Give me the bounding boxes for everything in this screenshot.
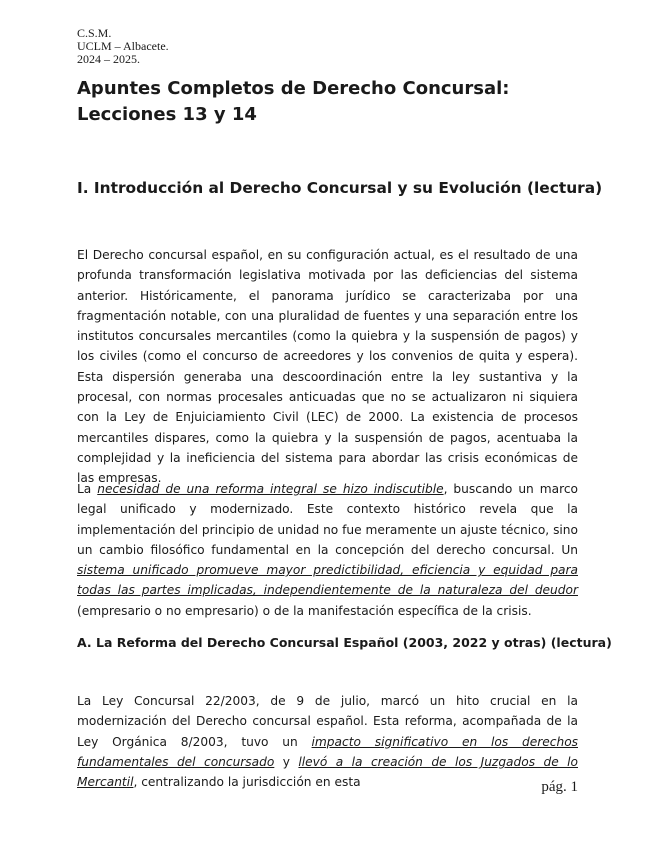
text-run: La Ley Concursal 22/2003, de 9 de julio, marcó un hito crucial en la modernización del Derecho concursal español. Esta reforma, acompañada de la Ley Orgánica 8/2003, tuvo un [77,694,578,749]
underlined-emphasis: impacto significativo en los derechos fundamentales del concursado [77,734,578,769]
header-academic-year: 2024 – 2025. [77,52,140,66]
underlined-emphasis: necesidad de una reforma integral se hizo indiscutible [97,482,444,496]
subsection-heading-reform: A. La Reforma del Derecho Concursal Español (2003, 2022 y otras) (lectura) [77,635,612,650]
underlined-emphasis: sistema unificado promueve mayor predictibilidad, eficiencia y equidad para todas las partes implicadas, independientemente de la naturaleza del deudor [77,563,578,598]
section-heading-introduction: I. Introducción al Derecho Concursal y su Evolución (lectura) [77,179,603,197]
header-institution: UCLM – Albacete. [77,39,169,53]
text-run: La [77,482,98,496]
document-title: Apuntes Completos de Derecho Concursal: Lecciones 13 y 14 [77,78,510,125]
page-number: pág. 1 [541,779,578,795]
text-run: (empresario o no empresario) o de la manifestación específica de la crisis. [77,603,532,618]
paragraph-reform-need [77,479,578,621]
text-run: , centralizando la jurisdicción en esta [133,775,361,790]
paragraph-introduction: El Derecho concursal español, en su configuración actual, es el resultado de una profunda transformación legislativa motivada por las deficiencias del sistema anterior. Históricamente, el panorama jurídico se caracterizaba por una fragmentación notable, con una pluralidad de fuentes y una separación entre los institutos concursales mercantiles (como la quiebra y la suspensión de pagos) y los civiles (como el concurso de acreedores y los convenios de quita y espera). Esta dispersión generaba una descoordinación entre la ley sustantiva y la procesal, con normas procesales anticuadas que no se actualizaron ni siquiera con la Ley de Enjuiciamiento Civil (LEC) de 2000. La existencia de procesos mercantiles dispares, como la quiebra y la suspensión de pagos, acentuaba la complejidad y la ineficiencia del sistema para abordar las crisis económicas de las empresas. [77,248,578,486]
document-header [77,27,169,66]
header-initials: C.S.M. [77,26,112,40]
text-run: , buscando un marco legal unificado y modernizado. Este contexto histórico revela que la implementación del principio de unidad no fue meramente un ajuste técnico, sino un cambio filosófico fundamental en la concepción del derecho concursal. Un [77,482,578,557]
underlined-emphasis: llevó a la creación de los Juzgados de lo Mercantil [77,754,579,790]
text-run: y [274,754,299,769]
paragraph-ley-concursal [77,691,578,792]
